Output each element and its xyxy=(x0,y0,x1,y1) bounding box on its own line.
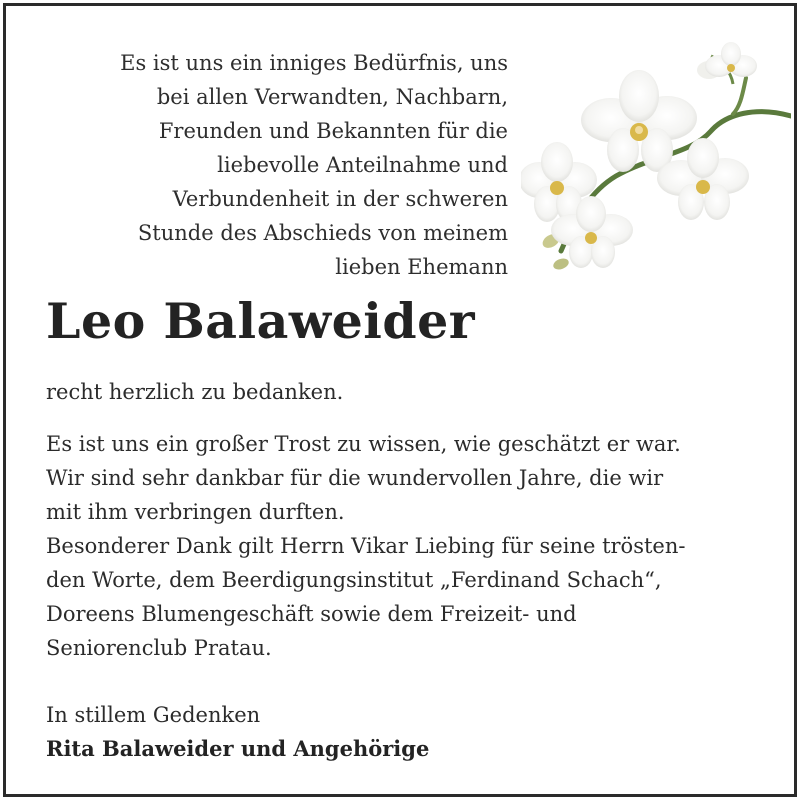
intro-text: Es ist uns ein inniges Bedürfnis, uns bei allen Verwandten, Nachbarn, Freunden und Bekannten für die liebevolle Anteilnahme und Verbundenheit in der schweren Stunde des Abschieds von meinem lieben Ehemann xyxy=(120,51,508,279)
body-text: Es ist uns ein großer Trost zu wissen, wie geschätzt er war. Wir sind sehr dankbar für die wundervollen Jahre, die wir mit ihm verbringen durften. Besonderer Dank gilt Herrn Vikar Liebing für seine trösten- den Worte, dem Beerdigungsinstitut „Ferdinand Schach“, Doreens Blumengeschäft sowie dem Freizeit- und Seniorenclub Pratau. xyxy=(46,432,686,660)
orchid-flower-icon xyxy=(521,36,791,286)
deceased-name: Leo Balaweider xyxy=(46,292,476,350)
thanks-line: recht herzlich zu bedanken. xyxy=(46,380,344,404)
signature: Rita Balaweider und Angehörige xyxy=(46,736,430,761)
closing-line: In stillem Gedenken xyxy=(46,703,261,727)
obituary-notice-frame xyxy=(3,3,797,797)
